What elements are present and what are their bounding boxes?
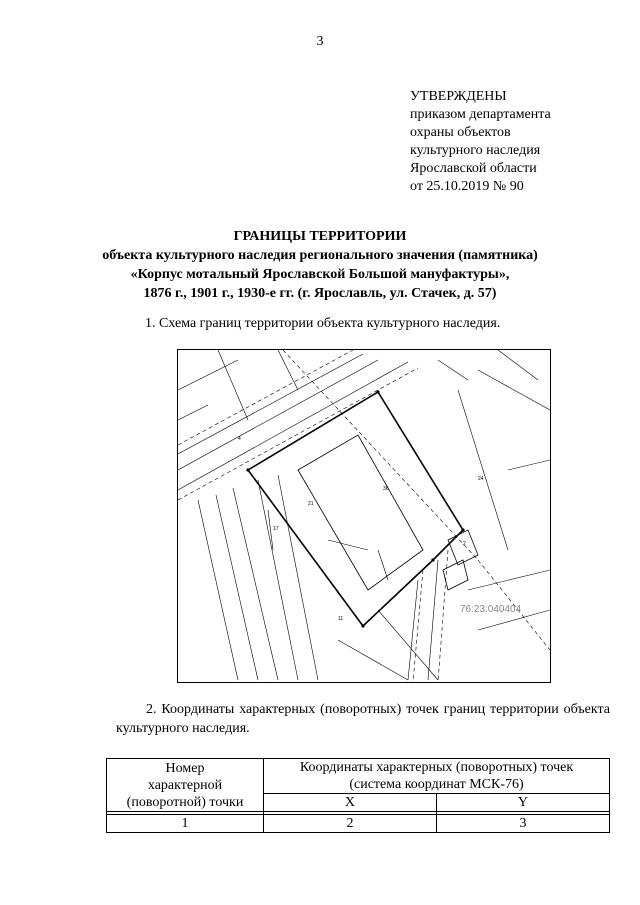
column-number: 1	[107, 815, 264, 833]
svg-text:24: 24	[478, 476, 484, 482]
y-header: Y	[436, 794, 609, 812]
x-header: X	[264, 794, 437, 812]
svg-text:4: 4	[238, 436, 241, 442]
territory-boundary-map	[177, 349, 551, 683]
approval-line: Ярославской области	[410, 161, 537, 176]
cadastral-number-label: 76:23:040404	[460, 604, 522, 615]
document-title	[0, 227, 640, 303]
section-1-heading: 1. Схема границ территории объекта культурного наследия.	[145, 316, 501, 331]
column-number: 2	[264, 815, 437, 833]
header-line: Координаты характерных (поворотных) точек	[299, 760, 574, 775]
approval-stamp	[410, 88, 551, 196]
map-drawing	[178, 350, 550, 682]
page-number: 3	[316, 34, 324, 49]
svg-text:21: 21	[308, 501, 314, 507]
section-2-heading: 2. Координаты характерных (поворотных) точек границ территории объекта культурного наследия.	[116, 702, 610, 736]
approval-line: УТВЕРЖДЕНЫ	[410, 89, 507, 104]
approval-line: от 25.10.2019 № 90	[410, 179, 524, 194]
title-line: «Корпус мотальный Ярославской Большой мануфактуры»,	[130, 267, 510, 282]
title-heading: ГРАНИЦЫ ТЕРРИТОРИИ	[233, 229, 407, 244]
approval-line: охраны объектов	[410, 125, 511, 140]
svg-text:2: 2	[463, 541, 466, 547]
point-number-header	[107, 759, 264, 812]
svg-text:17: 17	[273, 526, 279, 532]
approval-line: приказом департамента	[410, 107, 551, 122]
coordinates-table	[106, 758, 610, 833]
column-number: 3	[436, 815, 609, 833]
svg-text:36: 36	[383, 486, 389, 492]
header-line: характерной	[147, 777, 223, 793]
coordinates-header	[264, 759, 610, 794]
title-line: 1876 г., 1901 г., 1930-е гг. (г. Ярославль, ул. Стачек, д. 57)	[143, 286, 497, 301]
approval-line: культурного наследия	[410, 143, 541, 158]
header-line: (поворотной) точки	[126, 794, 244, 810]
header-line: Номер	[165, 760, 205, 776]
header-line: (система координат МСК-76)	[349, 777, 524, 792]
title-line: объекта культурного наследия регионального значения (памятника)	[102, 248, 538, 263]
svg-text:11: 11	[338, 616, 344, 622]
